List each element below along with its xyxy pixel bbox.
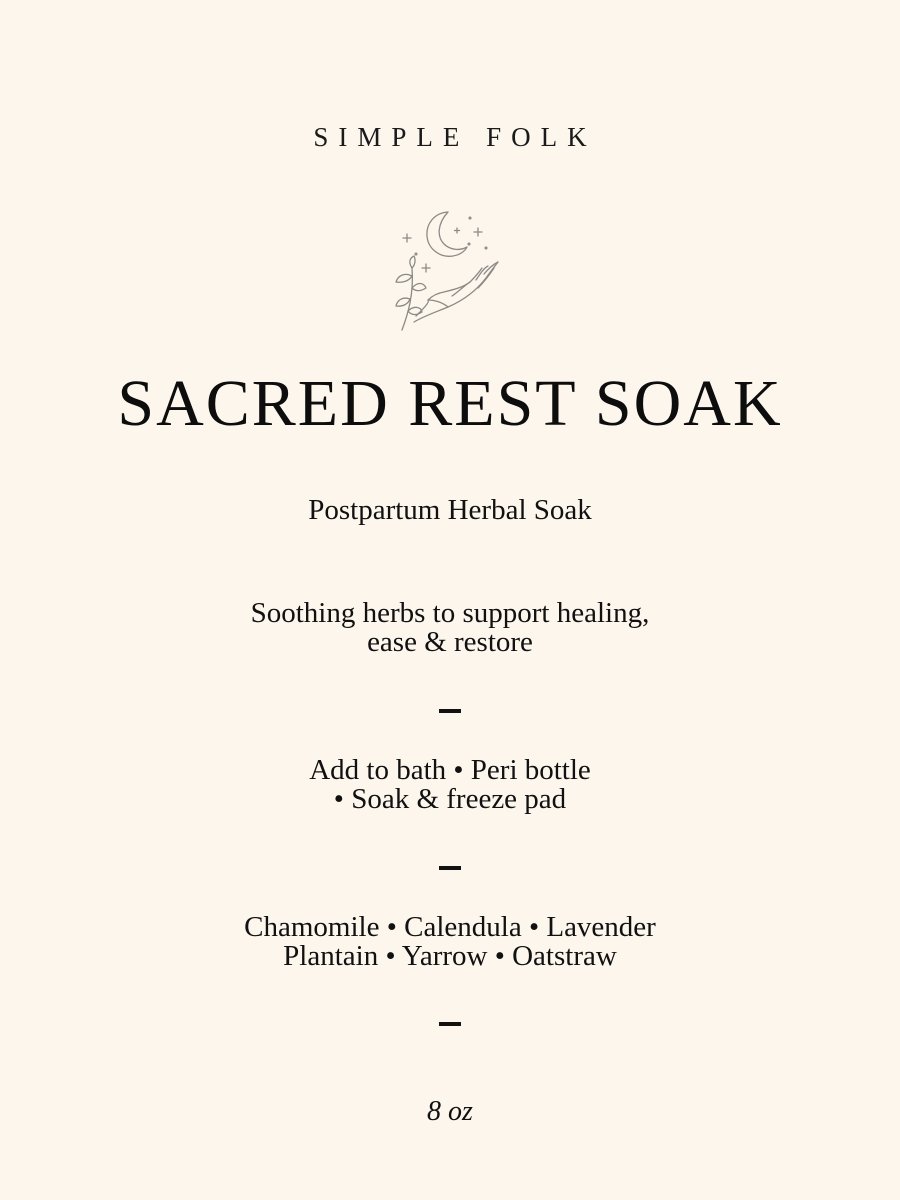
net-weight: 8 oz [427,1096,473,1127]
ingredients-line: Plantain • Yarrow • Oatstraw [283,940,617,972]
divider [439,1022,461,1026]
usage-line: • Soak & freeze pad [333,783,567,815]
tagline [0,599,900,657]
brand-name: SIMPLE FOLK [313,122,597,152]
product-subtitle: Postpartum Herbal Soak [308,494,592,526]
divider [439,866,461,870]
ingredients-list [0,913,900,971]
product-title: SACRED REST SOAK [117,367,783,440]
divider [439,709,461,713]
ingredients-line: Chamomile • Calendula • Lavender [244,911,656,943]
moon-hand-herb-icon [390,204,510,336]
usage-line: Add to bath • Peri bottle [309,754,591,786]
tagline-line: Soothing herbs to support healing, [250,597,650,629]
usage-directions [0,756,900,814]
tagline-line: ease & restore [367,626,533,658]
